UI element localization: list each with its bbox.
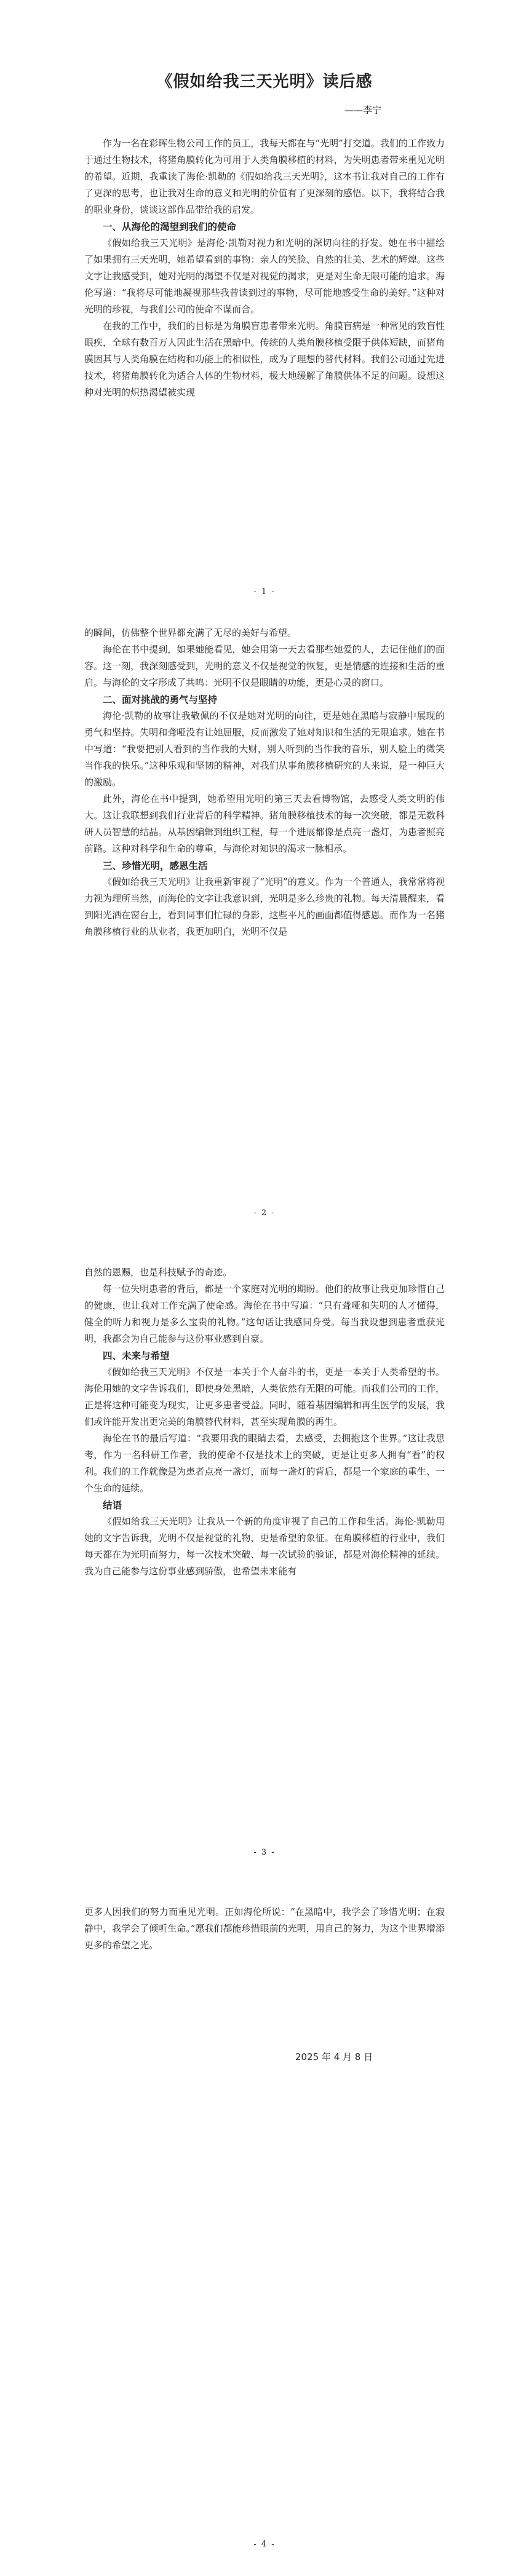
page-1: [0, 0, 529, 615]
paragraph-continuation: 更多人因我们的努力而重见光明。正如海伦所说：“在黑暗中，我学会了珍惜光明；在寂静中，我学会了倾听生命。”愿我们都能珍惜眼前的光明，用自己的努力，为这个世界增添更多的希望之光。: [84, 1906, 445, 1951]
page-3: [0, 1254, 529, 1894]
paragraph: 《假如给我三天光明》让我重新审视了“光明”的意义。作为一个普通人，我常常将视力视为理所当然，而海伦的文字让我意识到，光明是多么珍贵的礼物。每天清晨醒来，看到阳光洒在窗台上，看到同事们忙碌的身影，这些平凡的画面都值得感恩。而作为一名猪角膜移植行业的从业者，我更加明白，光明不仅是: [84, 876, 445, 937]
paragraph: 《假如给我三天光明》不仅是一本关于个人奋斗的书，更是一本关于人类希望的书。海伦用她的文字告诉我们，即使身处黑暗，人类依然有无限的可能。而我们公司的工作，正是将这种可能变为现实，让更多患者受益。同时，随着基因编辑和再生医学的发展，我们或许能开发出更完美的角膜替代材料，甚至实现角膜的再生。: [84, 1366, 445, 1427]
section-heading-1: 一、从海伦的渴望到我们的使命: [103, 221, 237, 232]
page-1-body: [84, 135, 445, 401]
section-heading-2: 二、面对挑战的勇气与坚持: [103, 694, 218, 705]
author-signature: ——李宁: [344, 105, 382, 116]
page-2-body: [84, 625, 445, 940]
section-heading-3: 三、珍惜光明，感恩生活: [103, 860, 208, 871]
section-heading-4: 四、未来与希望: [103, 1350, 170, 1361]
document-date: 2025 年 4 月 8 日: [295, 2051, 373, 2063]
document-title: 《假如给我三天光明》读后感: [156, 73, 373, 91]
page-4-body: [84, 1904, 445, 1954]
paragraph: 在我的工作中，我们的目标是为角膜盲患者带来光明。角膜盲病是一种常见的致盲性眼疾，全球有数百万人因此生活在黑暗中。传统的人类角膜移植受限于供体短缺，而猪角膜因其与人类角膜在结构和功能上的相似性，成为了理想的替代材料。我们公司通过先进技术，将猪角膜转化为适合人体的生物材料，极大地缓解了角膜供体不足的问题。设想这种对光明的炽热渴望被实现: [84, 320, 445, 398]
page-number: - 2 -: [253, 1208, 276, 1218]
paragraph-continuation: 自然的恩赐，也是科技赋予的奇迹。: [84, 1267, 233, 1278]
paragraph: 《假如给我三天光明》让我从一个新的角度审视了自己的工作和生活。海伦·凯勒用她的文字告诉我，光明不仅是视觉的礼物，更是希望的象征。在角膜移植的行业中，我们每天都在为光明而努力，每一次技术突破、每一次试验的验证，都是对海伦精神的延续。我为自己能参与这份事业感到骄傲，也希望未来能有: [84, 1516, 445, 1577]
paragraph: 每一位失明患者的背后，都是一个家庭对光明的期盼。他们的故事让我更加珍惜自己的健康，也让我对工作充满了使命感。海伦在书中写道：“只有聋哑和失明的人才懂得，健全的听力和视力是多么宝贵的礼物。”这句话让我感同身受。每当我设想到患者重获光明，我都会为自己能参与这份事业感到自豪。: [84, 1283, 445, 1344]
paragraph-continuation: 的瞬间，仿佛整个世界都充满了无尽的美好与希望。: [84, 627, 297, 638]
paragraph: 海伦·凯勒的故事让我敬佩的不仅是她对光明的向往，更是她在黑暗与寂静中展现的勇气和坚持。失明和聋哑没有让她屈服，反而激发了她对知识和生活的无限追求。她在书中写道：“我要把别人看到的当作我的大财，别人听到的当作我的音乐，别人脸上的微笑当作我的快乐。”这种乐观和坚韧的精神，对我们从事角膜移植研究的人来说，是一种巨大的激励。: [84, 710, 445, 788]
page-4: [0, 1894, 529, 2576]
paragraph: 此外，海伦在书中提到，她希望用光明的第三天去看博物馆，去感受人类文明的伟大。这让我联想到我们行业背后的科学精神。猪角膜移植技术的每一次突破，都是无数科研人员智慧的结晶。从基因编辑到组织工程，每一个进展都像是点亮一盏灯，为患者照亮前路。这种对科学和生命的尊重，与海伦对知识的渴求一脉相承。: [84, 793, 445, 854]
paragraph: 《假如给我三天光明》是海伦·凯勒对视力和光明的深切向往的抒发。她在书中描绘了如果拥有三天光明，她希望看到的事物：亲人的笑脸、自然的壮美、艺术的辉煌。这些文字让我感受到，她对光明的渴望不仅是对视觉的渴求，更是对生命无限可能的追求。海伦写道：“我将尽可能地凝视那些我曾读到过的事物，尽可能地感受生命的美好。”这种对光明的珍视，与我们公司的使命不谋而合。: [84, 237, 445, 315]
intro-paragraph: 作为一名在彩晖生物公司工作的员工，我每天都在与“光明”打交道。我们的工作致力于通过生物技术，将猪角膜转化为可用于人类角膜移植的材料，为失明患者带来重见光明的希望。近期，我重读了海伦·凯勒的《假如给我三天光明》，这本书让我对自己的工作有了更深的思考，也让我对生命的意义和光明的价值有了更深刻的感悟。以下，我将结合我的职业身份，谈谈这部作品带给我的启发。: [84, 138, 445, 215]
page-number: - 3 -: [253, 1848, 276, 1857]
section-heading-conclusion: 结语: [103, 1499, 122, 1511]
page-number: - 4 -: [253, 2540, 276, 2549]
page-2: [0, 615, 529, 1254]
page-number: - 1 -: [253, 587, 276, 596]
paragraph: 海伦在书的最后写道：“我要用我的眼睛去看，去感受，去拥抱这个世界。”这让我思考，作为一名科研工作者，我的使命不仅是技术上的突破，更是让更多人拥有“看”的权利。我们的工作就像是为患者点亮一盏灯，而每一盏灯的背后，都是一个家庭的重生、一个生命的延续。: [84, 1433, 445, 1494]
page-3-body: [84, 1264, 445, 1580]
paragraph: 海伦在书中提到，如果她能看见，她会用第一天去看那些她爱的人，去记住他们的面容。这一刻，我深刻感受到，光明的意义不仅是视觉的恢复，更是情感的连接和生活的重启。与海伦的文字形成了共鸣：光明不仅是眼睛的功能，更是心灵的窗口。: [84, 644, 445, 688]
